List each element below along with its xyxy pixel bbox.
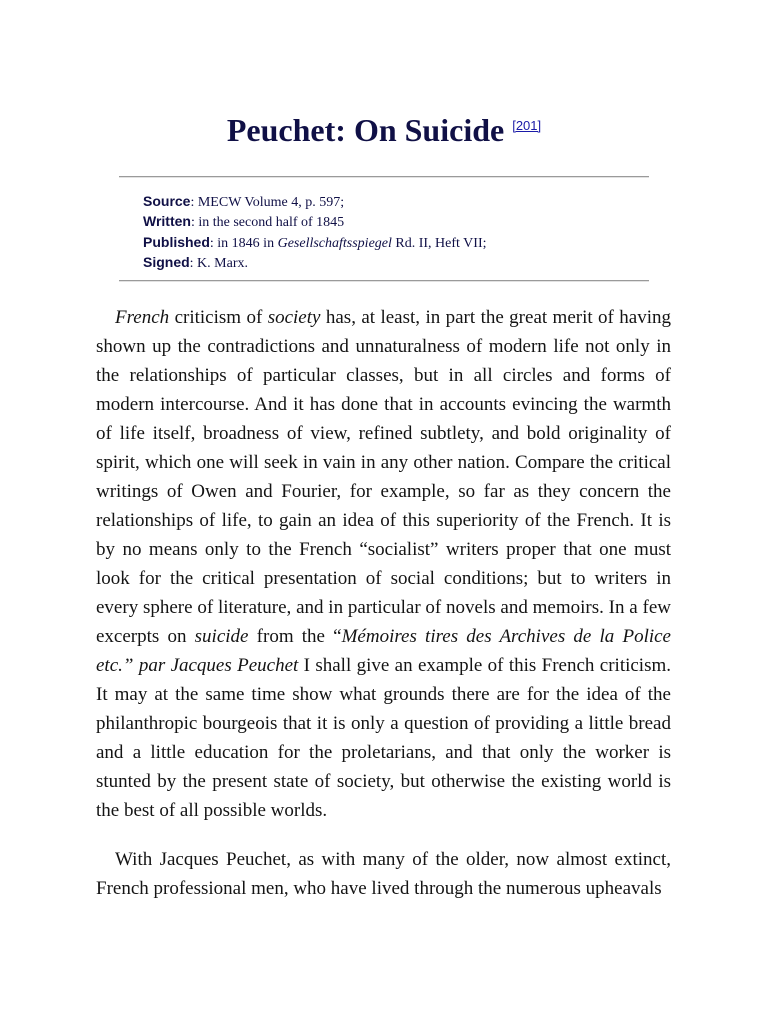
published-value-pre: : in 1846 in bbox=[209, 235, 278, 251]
source-value: : MECW Volume 4, p. 597; bbox=[190, 195, 345, 210]
p1-italic-society: society bbox=[267, 307, 321, 328]
source-label: Source bbox=[143, 193, 191, 209]
title-block bbox=[0, 112, 768, 149]
footnote-link[interactable]: [201] bbox=[512, 118, 542, 133]
info-block bbox=[143, 192, 643, 274]
paragraph-2: With Jacques Peuchet, as with many of the older, now almost extinct, French professional men, who have lived through the numerous upheavals bbox=[96, 849, 671, 899]
body-text bbox=[96, 303, 671, 923]
signed-label: Signed bbox=[143, 254, 190, 271]
p1-text-c: from the “ bbox=[248, 626, 342, 647]
published-label: Published bbox=[143, 233, 210, 250]
published-journal: Gesellschaftsspiegel bbox=[277, 235, 392, 251]
info-source bbox=[143, 192, 643, 212]
p1-text-a: criticism of bbox=[169, 307, 268, 328]
p1-text-d: I shall give an example of this French criticism. It may at the same time show what grounds there are for the idea of the philanthropic bourgeois that it is only a question of providing a little bread and a little education for the proletarians, and that only the worker is stunted by the present state of society, but otherwise the existing world is the best of all possible worlds. bbox=[96, 655, 672, 821]
published-value-post: Rd. II, Heft VII; bbox=[391, 235, 487, 251]
written-label: Written bbox=[143, 213, 191, 230]
p1-italic-french: French bbox=[115, 307, 170, 328]
info-signed bbox=[143, 253, 643, 273]
signed-value: : K. Marx. bbox=[189, 256, 248, 272]
info-written bbox=[143, 212, 643, 232]
info-published bbox=[143, 233, 643, 253]
divider-top bbox=[119, 176, 649, 178]
page-title: Peuchet: On Suicide bbox=[226, 112, 505, 148]
divider-bottom bbox=[119, 280, 649, 282]
written-value: : in the second half of 1845 bbox=[190, 215, 345, 231]
paragraph-1 bbox=[96, 303, 671, 825]
p1-italic-suicide: suicide bbox=[194, 626, 249, 647]
p1-text-b: has, at least, in part the great merit of having shown up the contradictions and unnaturalness of modern life not only in the relationships of particular classes, but in all circles and forms of modern intercourse. And it has done that in accounts evincing the warmth of life itself, broadness of view, refined subtlety, and bold originality of spirit, which one will seek in vain in any other nation. Compare the critical writings of Owen and Fourier, for example, so far as they concern the relationships of life, to gain an idea of this superiority of the French. It is by no means only to the French “socialist” writers proper that one must look for the critical presentation of social conditions; but to writers in every sphere of literature, and in particular of novels and memoirs. In a few excerpts on bbox=[96, 307, 672, 647]
p1-italic-memoires: Mémoires tires des Archives de la Police etc.” par Jacques Peuchet bbox=[96, 626, 671, 676]
